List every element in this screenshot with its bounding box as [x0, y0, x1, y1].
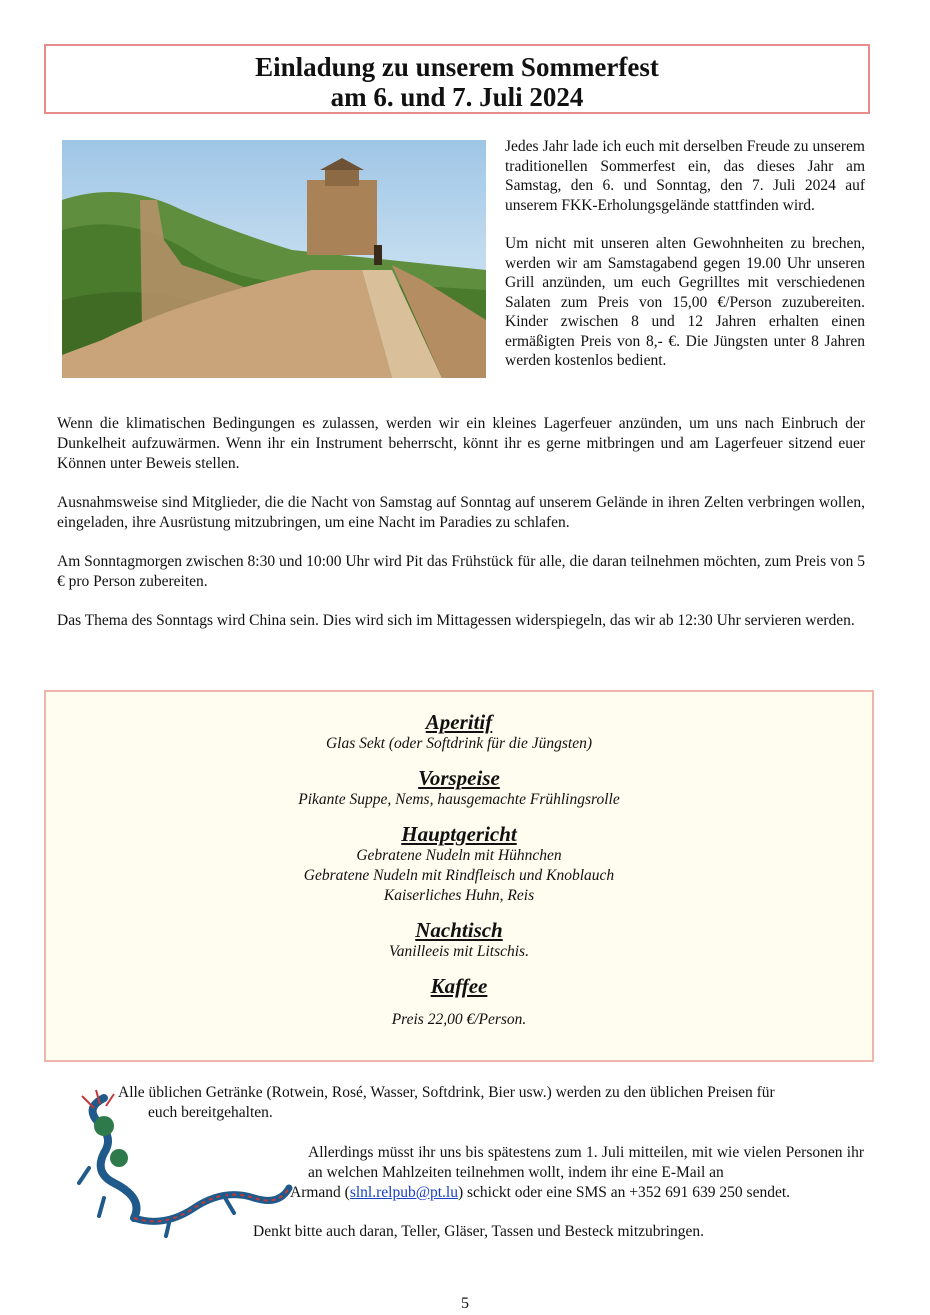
signup-name: Armand ( — [290, 1184, 350, 1201]
intro-paragraph-1: Jedes Jahr lade ich euch mit derselben Freude zu unserem traditionellen Sommerfest ein, das dieses Jahr am Samstag, den 6. und Sonntag, den 7. Juli 2024 auf unserem FKK-Erholungsgelände stattfinden wird. — [505, 138, 865, 214]
signup-line-1: Allerdings müsst ihr uns bis spätestens zum 1. Juli mitteilen, mit wie vielen Personen ihr an welchen Mahlzeiten teilnehmen wollt, indem ihr eine E-Mail an — [308, 1144, 864, 1181]
camping-paragraph: Ausnahmsweise sind Mitglieder, die die Nacht von Samstag auf Sonntag auf unserem Gelände in ihren Zelten verbringen wollen, eingeladen, ihre Ausrüstung mitzubringen, um eine Nacht im Paradies zu schlafen. — [57, 494, 865, 531]
email-link[interactable]: slnl.relpub@pt.lu — [349, 1184, 458, 1201]
menu-heading-aperitif: Aperitif — [425, 710, 493, 734]
reminder-note: Denkt bitte auch daran, Teller, Gläser, Tassen und Besteck mitzubringen. — [253, 1223, 704, 1240]
menu-heading-nachtisch: Nachtisch — [415, 918, 503, 942]
signup-note — [290, 1143, 864, 1203]
page-number: 5 — [461, 1295, 469, 1312]
page-title-line1: Einladung zu unserem Sommerfest — [255, 52, 659, 82]
menu-heading-kaffee: Kaffee — [430, 974, 488, 998]
breakfast-paragraph: Am Sonntagmorgen zwischen 8:30 und 10:00 Uhr wird Pit das Frühstück für alle, die daran teilnehmen möchten, zum Preis von 5 € pro Person zubereiten. — [57, 553, 865, 590]
drinks-line-2: euch bereitgehalten. — [148, 1104, 273, 1121]
menu-item: Gebratene Nudeln mit Rindfleisch und Knoblauch — [303, 867, 615, 884]
intro-paragraph-2: Um nicht mit unseren alten Gewohnheiten zu brechen, werden wir am Samstagabend gegen 19.00 Uhr unseren Grill anzünden, um euch Gegrilltes mit verschiedenen Salaten zum Preis von 15,00 €/Person zuzubereiten. Kinder zwischen 8 und 12 Jahren erhalten einen ermäßigten Preis von 8,- €. Die Jüngsten unter 8 Jahren werden kostenlos bedient. — [505, 235, 865, 369]
menu-price: Preis 22,00 €/Person. — [391, 1011, 527, 1028]
drinks-line-1: Alle üblichen Getränke (Rotwein, Rosé, Wasser, Softdrink, Bier usw.) werden zu den üblichen Preisen für — [118, 1084, 775, 1101]
signup-rest: ) schickt oder eine SMS an +352 691 639 250 sendet. — [457, 1184, 791, 1201]
menu-item: Vanilleeis mit Litschis. — [389, 943, 529, 960]
drinks-note — [118, 1083, 864, 1123]
menu-box — [44, 690, 874, 1062]
intro-text — [505, 137, 865, 390]
great-wall-photo — [62, 140, 486, 378]
menu-item: Kaiserliches Huhn, Reis — [383, 887, 535, 904]
menu-item: Glas Sekt (oder Softdrink für die Jüngsten) — [325, 735, 593, 752]
menu-heading-vorspeise: Vorspeise — [418, 766, 500, 790]
menu-item: Pikante Suppe, Nems, hausgemachte Frühlingsrolle — [298, 791, 620, 808]
campfire-paragraph: Wenn die klimatischen Bedingungen es zulassen, werden wir ein kleines Lagerfeuer anzünden, um uns nach Einbruch der Dunkelheit aufzuwärmen. Wenn ihr ein Instrument beherrscht, könnt ihr es gerne mitbringen und am Lagerfeuer sitzend euer Können unter Beweis stellen. — [57, 415, 865, 472]
china-theme-paragraph: Das Thema des Sonntags wird China sein. Dies wird sich im Mittagessen widerspiegeln, das wir ab 12:30 Uhr servieren werden. — [57, 612, 855, 629]
menu-heading-hauptgericht: Hauptgericht — [401, 822, 517, 846]
title-box — [44, 44, 870, 114]
page-title-line2: am 6. und 7. Juli 2024 — [330, 82, 584, 112]
menu-item: Gebratene Nudeln mit Hühnchen — [356, 847, 562, 864]
body-text — [57, 414, 865, 650]
